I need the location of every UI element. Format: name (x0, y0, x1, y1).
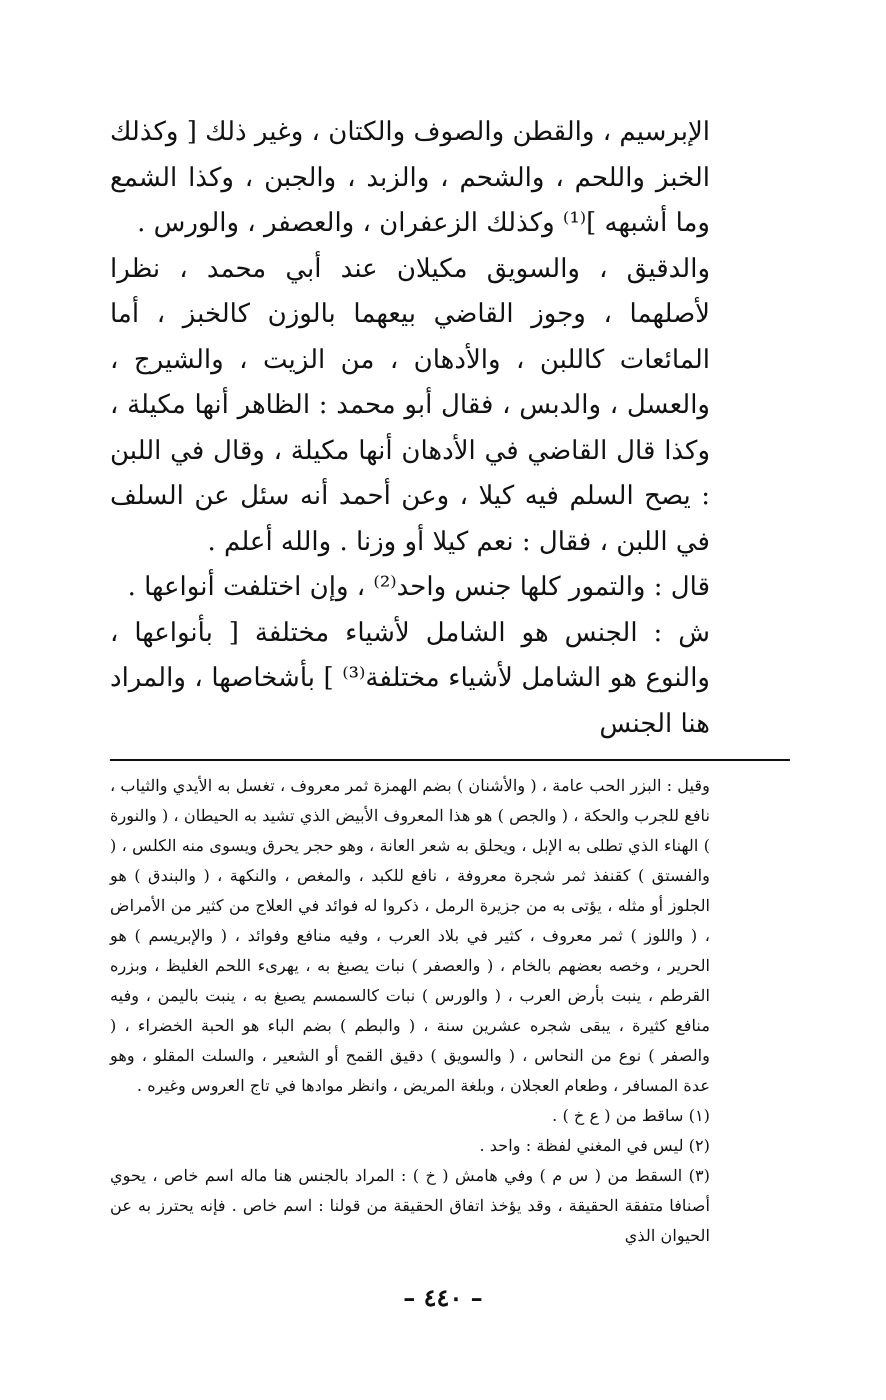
footnote-separator (110, 759, 790, 761)
main-paragraph: والدقيق ، والسويق مكيلان عند أبي محمد ، نظرا لأصلهما ، وجوز القاضي بيعهما بالوزن كالخبز ، أما المائعات كاللبن ، والأدهان ، من الزيت ، والشيرج ، والعسل ، والدبس ، فقال أبو محمد : الظاهر أنها مكيلة ، وكذا قال القاضي في الأدهان أنها مكيلة ، وقال في اللبن : يصح السلم فيه كيلا ، وعن أحمد أنه سئل عن السلف في اللبن ، فقال : نعم كيلا أو وزنا . والله أعلم . (110, 253, 710, 557)
main-text (110, 110, 710, 747)
footnote-2: (٢) ليس في المغني لفظة : واحد . (479, 1136, 710, 1155)
page-number: – ٤٤٠ – (403, 1283, 483, 1312)
footnote-1: (١) ساقط من ( ع خ ) . (552, 1106, 710, 1125)
main-paragraph: الإبرسيم ، والقطن والصوف والكتان ، وغير ذلك [ وكذلك الخبز واللحم ، والشحم ، والزبد ، والجبن ، وكذا الشمع وما أشبهه ]⁽¹⁾ وكذلك الزعفران ، والعصفر ، والورس . (110, 117, 710, 238)
main-paragraph: ش : الجنس هو الشامل لأشياء مختلفة [ بأنواعها ، والنوع هو الشامل لأشياء مختلفة⁽³⁾ ] بأشخاصها ، والمراد هنا الجنس (110, 617, 710, 739)
page-content (110, 110, 710, 1251)
footnote-3: (٣) السقط من ( س م ) وفي هامش ( خ ) : المراد بالجنس هنا ماله اسم خاص ، يحوي أصنافا متفقة الحقيقة ، وقد يؤخذ اتفاق الحقيقة من قولنا : اسم خاص . فإنه يحترز به عن الحيوان الذي (110, 1166, 710, 1245)
footnote-commentary: وقيل : البزر الحب عامة ، ( والأشنان ) بضم الهمزة ثمر معروف ، تغسل به الأيدي والثياب ، نافع للجرب والحكة ، ( والجص ) هو هذا المعروف الأبيض الذي تشيد به الحيطان ، ( والنورة ) الهناء الذي تطلى به الإبل ، ويحلق به شعر العانة ، وهو حجر يحرق ويسوى منه الكلس ، ( والفستق ) كقنفذ ثمر شجرة معروفة ، نافع للكبد ، والمغص ، والنكهة ، ( والبندق ) هو الجلوز أو مثله ، يؤتى به من جزيرة الرمل ، ذكروا له فوائد في العلاج من كثير من الأمراض ، ( واللوز ) ثمر معروف ، كثير في بلاد العرب ، وفيه منافع وفوائد ، ( والإبريسم ) هو الحرير ، وخصه بعضهم بالخام ، ( والعصفر ) نبات يصبغ به ، يهرىء اللحم الغليظ ، وبزره القرطم ، ينبت بأرض العرب ، ( والورس ) نبات كالسمسم يصبغ به ، ينبت باليمن ، وفيه منافع كثيرة ، يبقى شجره عشرين سنة ، ( والبطم ) بضم الباء هو الحبة الخضراء ، ( والصفر ) نوع من النحاس ، ( والسويق ) دقيق القمح أو الشعير ، والسلت المقلو ، وهو عدة المسافر ، وطعام العجلان ، وبلغة المريض ، وانظر موادها في تاج العروس وغيره . (110, 776, 710, 1095)
footnotes (110, 771, 710, 1251)
main-paragraph: قال : والتمور كلها جنس واحد⁽²⁾ ، وإن اختلفت أنواعها . (127, 572, 710, 602)
